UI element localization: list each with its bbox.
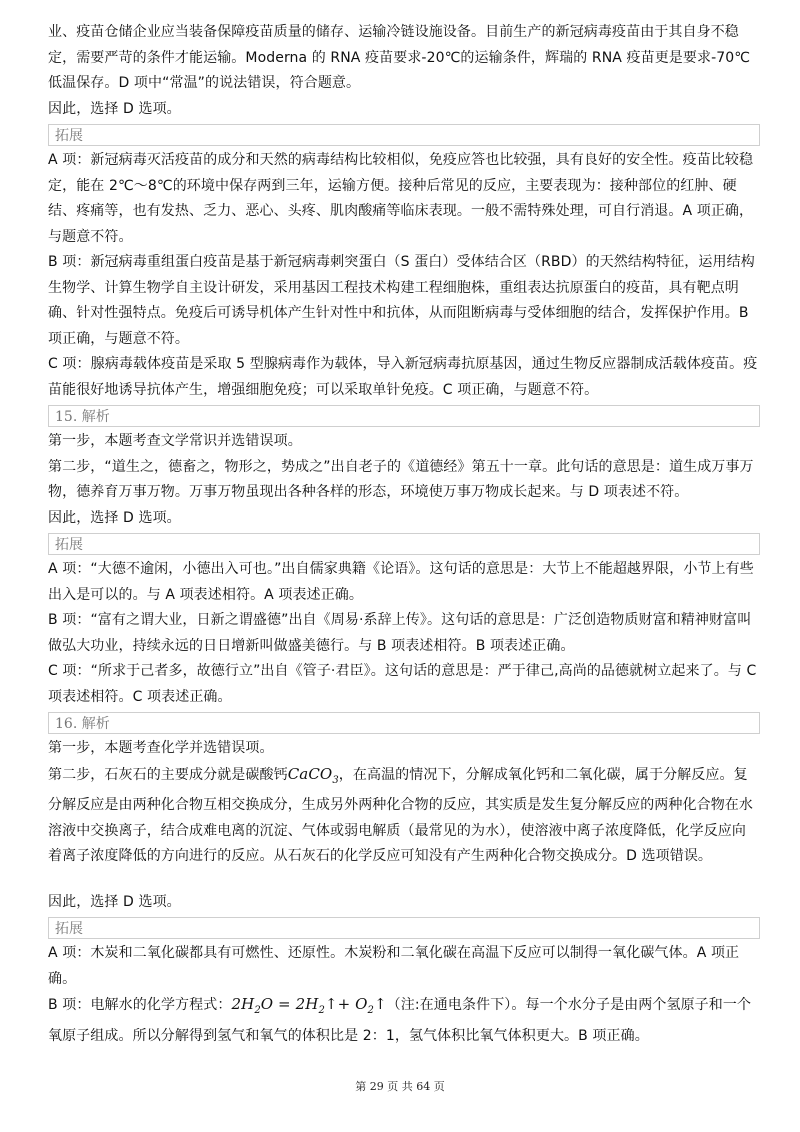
intro-conclusion: 因此，选择 D 选项。 xyxy=(48,100,181,117)
q16-option-a: A 项：木炭和二氧化碳都具有可燃性、还原性。木炭粉和二氧化碳在高温下反应可以制得一氧化碳气体。A 项正确。 xyxy=(48,945,740,987)
q15-option-b: B 项：“富有之谓大业，日新之谓盛德”出自《周易·系辞上传》。这句话的意思是：广泛创造物质财富和精神财富叫做弘大功业，持续永远的日日增新叫做盛美德行。与 B 项表述相符。B 项表述正确。 xyxy=(48,612,752,654)
q15-step2: 第二步，“道生之，德畜之，物形之，势成之”出自老子的《道德经》第五十一章。此句话的意思是：道生成万事万物，德养育万事万物。万事万物虽现出各种各样的形态，环境使万事万物成长起来。与 D 项表述不符。 xyxy=(48,458,754,500)
ext14-option-a: A 项：新冠病毒灭活疫苗的成分和天然的病毒结构比较相似，免疫应答也比较强，具有良好的安全性。疫苗比较稳定，能在 2℃～8℃的环境中保存两到三年，运输方便。接种后常见的反应，主要表现为：接种部位的红肿、硬结、疼痛等，也有发热、乏力、恶心、头疼、肌肉酸痛等临床表现。一般不需特殊处理，可自行消退。A 项正确，与题意不符。 xyxy=(48,152,754,245)
q15-option-c: C 项：“所求于己者多，故德行立”出自《管子·君臣》。这句话的意思是：严于律己,高尚的品德就树立起来了。与 C 项表述相符。C 项表述正确。 xyxy=(48,663,757,705)
electrolysis-equation: $2H_2O$ = $2H_2↑+$ $O_2↑$ xyxy=(231,995,387,1016)
q16-option-b xyxy=(48,992,760,1049)
ext14-option-b: B 项：新冠病毒重组蛋白疫苗是基于新冠病毒刺突蛋白（S 蛋白）受体结合区（RBD）的天然结构特征，运用结构生物学、计算生物学自主设计研发，采用基因工程技术构建工程细胞株，重组表达抗原蛋白的疫苗，具有靶点明确、针对性强特点。免疫后可诱导机体产生针对性中和抗体，从而阻断病毒与受体细胞的结合，发挥保护作用。B 项正确，与题意不符。 xyxy=(48,254,755,347)
q15-step1: 第一步，本题考查文学常识并选错误项。 xyxy=(48,433,302,449)
question-16-header: 16. 解析 xyxy=(48,712,760,734)
ext14-option-c: C 项：腺病毒载体疫苗是采取 5 型腺病毒作为载体，导入新冠病毒抗原基因，通过生物反应器制成活载体疫苗。疫苗能很好地诱导抗体产生，增强细胞免疫；可以采取单针免疫。C 项正确，与题意不符。 xyxy=(48,356,758,398)
intro-paragraph: 业、疫苗仓储企业应当装备保障疫苗质量的储存、运输冷链设施设备。目前生产的新冠病毒疫苗由于其自身不稳定，需要严苛的条件才能运输。Moderna 的 RNA 疫苗要求-20℃的运输条件，辉瑞的 RNA 疫苗更是要求-70℃低温保存。D 项中“常温”的说法错误，符合题意。 xyxy=(48,24,751,91)
q16-option-b-post: （注:在通电条件下）。每一个水分子是由两个氢原子和一个氧原子组成。所以分解得到氢气和氧气的体积比是 2：1，氢气体积比氧气体积更大。B 项正确。 xyxy=(48,997,752,1044)
q16-step1: 第一步，本题考查化学并选错误项。 xyxy=(48,740,274,756)
page-content xyxy=(48,20,760,1049)
page-footer: 第 29 页 共 64 页 xyxy=(355,1080,445,1093)
q16-conclusion: 因此，选择 D 选项。 xyxy=(48,893,181,910)
q16-step2-post: ，在高温的情况下，分解成氧化钙和二氧化碳，属于分解反应。复分解反应是由两种化合物互相交换成分，生成另外两种化合物的反应，其实质是发生复分解反应的两种化合物在水溶液中交换离子，结合成难电离的沉淀、气体或弱电解质（最常见的为水），使溶液中离子浓度降低，化学反应向着离子浓度降低的方向进行的反应。从石灰石的化学反应可知没有产生两种化合物交换成分。D 选项错误。 xyxy=(48,766,753,864)
q15-conclusion: 因此，选择 D 选项。 xyxy=(48,509,181,526)
extension-header-14: 拓展 xyxy=(48,124,760,146)
q16-step2-pre: 第二步，石灰石的主要成分就是碳酸钙 xyxy=(48,766,288,783)
extension-header-16: 拓展 xyxy=(48,917,760,939)
q16-step2 xyxy=(48,762,760,870)
q16-option-b-pre: B 项：电解水的化学方程式： xyxy=(48,997,232,1013)
q15-option-a: A 项：“大德不逾闲，小德出入可也。”出自儒家典籍《论语》。这句话的意思是：大节上不能超越界限，小节上有些出入是可以的。与 A 项表述相符。A 项表述正确。 xyxy=(48,561,754,603)
extension-header-15: 拓展 xyxy=(48,533,760,555)
formula-caco3: CaCO$_3$ xyxy=(287,764,339,786)
question-15-header: 15. 解析 xyxy=(48,405,760,427)
